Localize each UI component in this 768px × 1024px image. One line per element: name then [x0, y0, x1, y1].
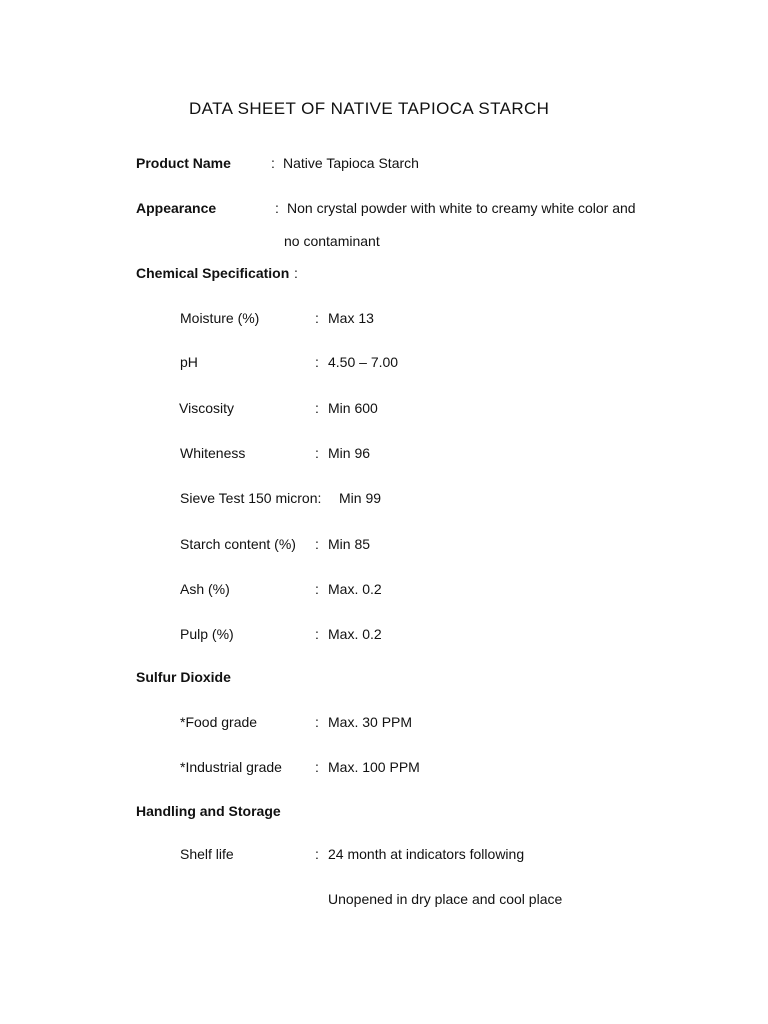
product-name-value: Native Tapioca Starch [283, 155, 419, 171]
ph-value: 4.50 – 7.00 [328, 354, 399, 370]
ash-value: Max. 0.2 [328, 581, 382, 597]
shelf-life-separator: : [315, 846, 319, 862]
appearance-separator: : [275, 200, 279, 216]
food-grade-value: Max. 30 PPM [328, 714, 413, 730]
sieve-test-value: Min 99 [339, 490, 382, 506]
whiteness-value: Min 96 [328, 445, 371, 461]
ph-label: pH [180, 354, 198, 370]
starch-content-separator: : [315, 536, 319, 552]
viscosity-label: Viscosity [179, 400, 234, 416]
food-grade-label: *Food grade [180, 714, 258, 730]
page-title: DATA SHEET OF NATIVE TAPIOCA STARCH [189, 99, 550, 118]
handling-storage-label: Handling and Storage [136, 803, 281, 819]
moisture-label: Moisture (%) [180, 310, 260, 326]
product-name-label: Product Name [136, 155, 231, 171]
appearance-value-line1: Non crystal powder with white to creamy white color and [287, 200, 636, 216]
chemical-spec-label: Chemical Specification [136, 265, 290, 281]
industrial-grade-value: Max. 100 PPM [328, 759, 420, 775]
whiteness-separator: : [315, 445, 319, 461]
pulp-separator: : [315, 626, 319, 642]
viscosity-separator: : [315, 400, 319, 416]
pulp-label: Pulp (%) [180, 626, 234, 642]
pulp-value: Max. 0.2 [328, 626, 382, 642]
ph-separator: : [315, 354, 319, 370]
moisture-separator: : [315, 310, 319, 326]
appearance-value-line2: no contaminant [284, 233, 380, 249]
food-grade-separator: : [315, 714, 319, 730]
moisture-value: Max 13 [328, 310, 374, 326]
shelf-life-label: Shelf life [180, 846, 234, 862]
sulfur-dioxide-label: Sulfur Dioxide [136, 669, 231, 685]
chemical-spec-separator: : [294, 265, 298, 281]
ash-separator: : [315, 581, 319, 597]
starch-content-value: Min 85 [328, 536, 371, 552]
product-name-separator: : [271, 155, 275, 171]
sieve-test-label: Sieve Test 150 micron: [180, 490, 322, 506]
industrial-grade-label: *Industrial grade [180, 759, 282, 775]
ash-label: Ash (%) [180, 581, 230, 597]
industrial-grade-separator: : [315, 759, 319, 775]
whiteness-label: Whiteness [180, 445, 246, 461]
shelf-life-value-line2: Unopened in dry place and cool place [328, 891, 563, 907]
viscosity-value: Min 600 [328, 400, 378, 416]
shelf-life-value-line1: 24 month at indicators following [328, 846, 525, 862]
starch-content-label: Starch content (%) [180, 536, 296, 552]
appearance-label: Appearance [136, 200, 217, 216]
